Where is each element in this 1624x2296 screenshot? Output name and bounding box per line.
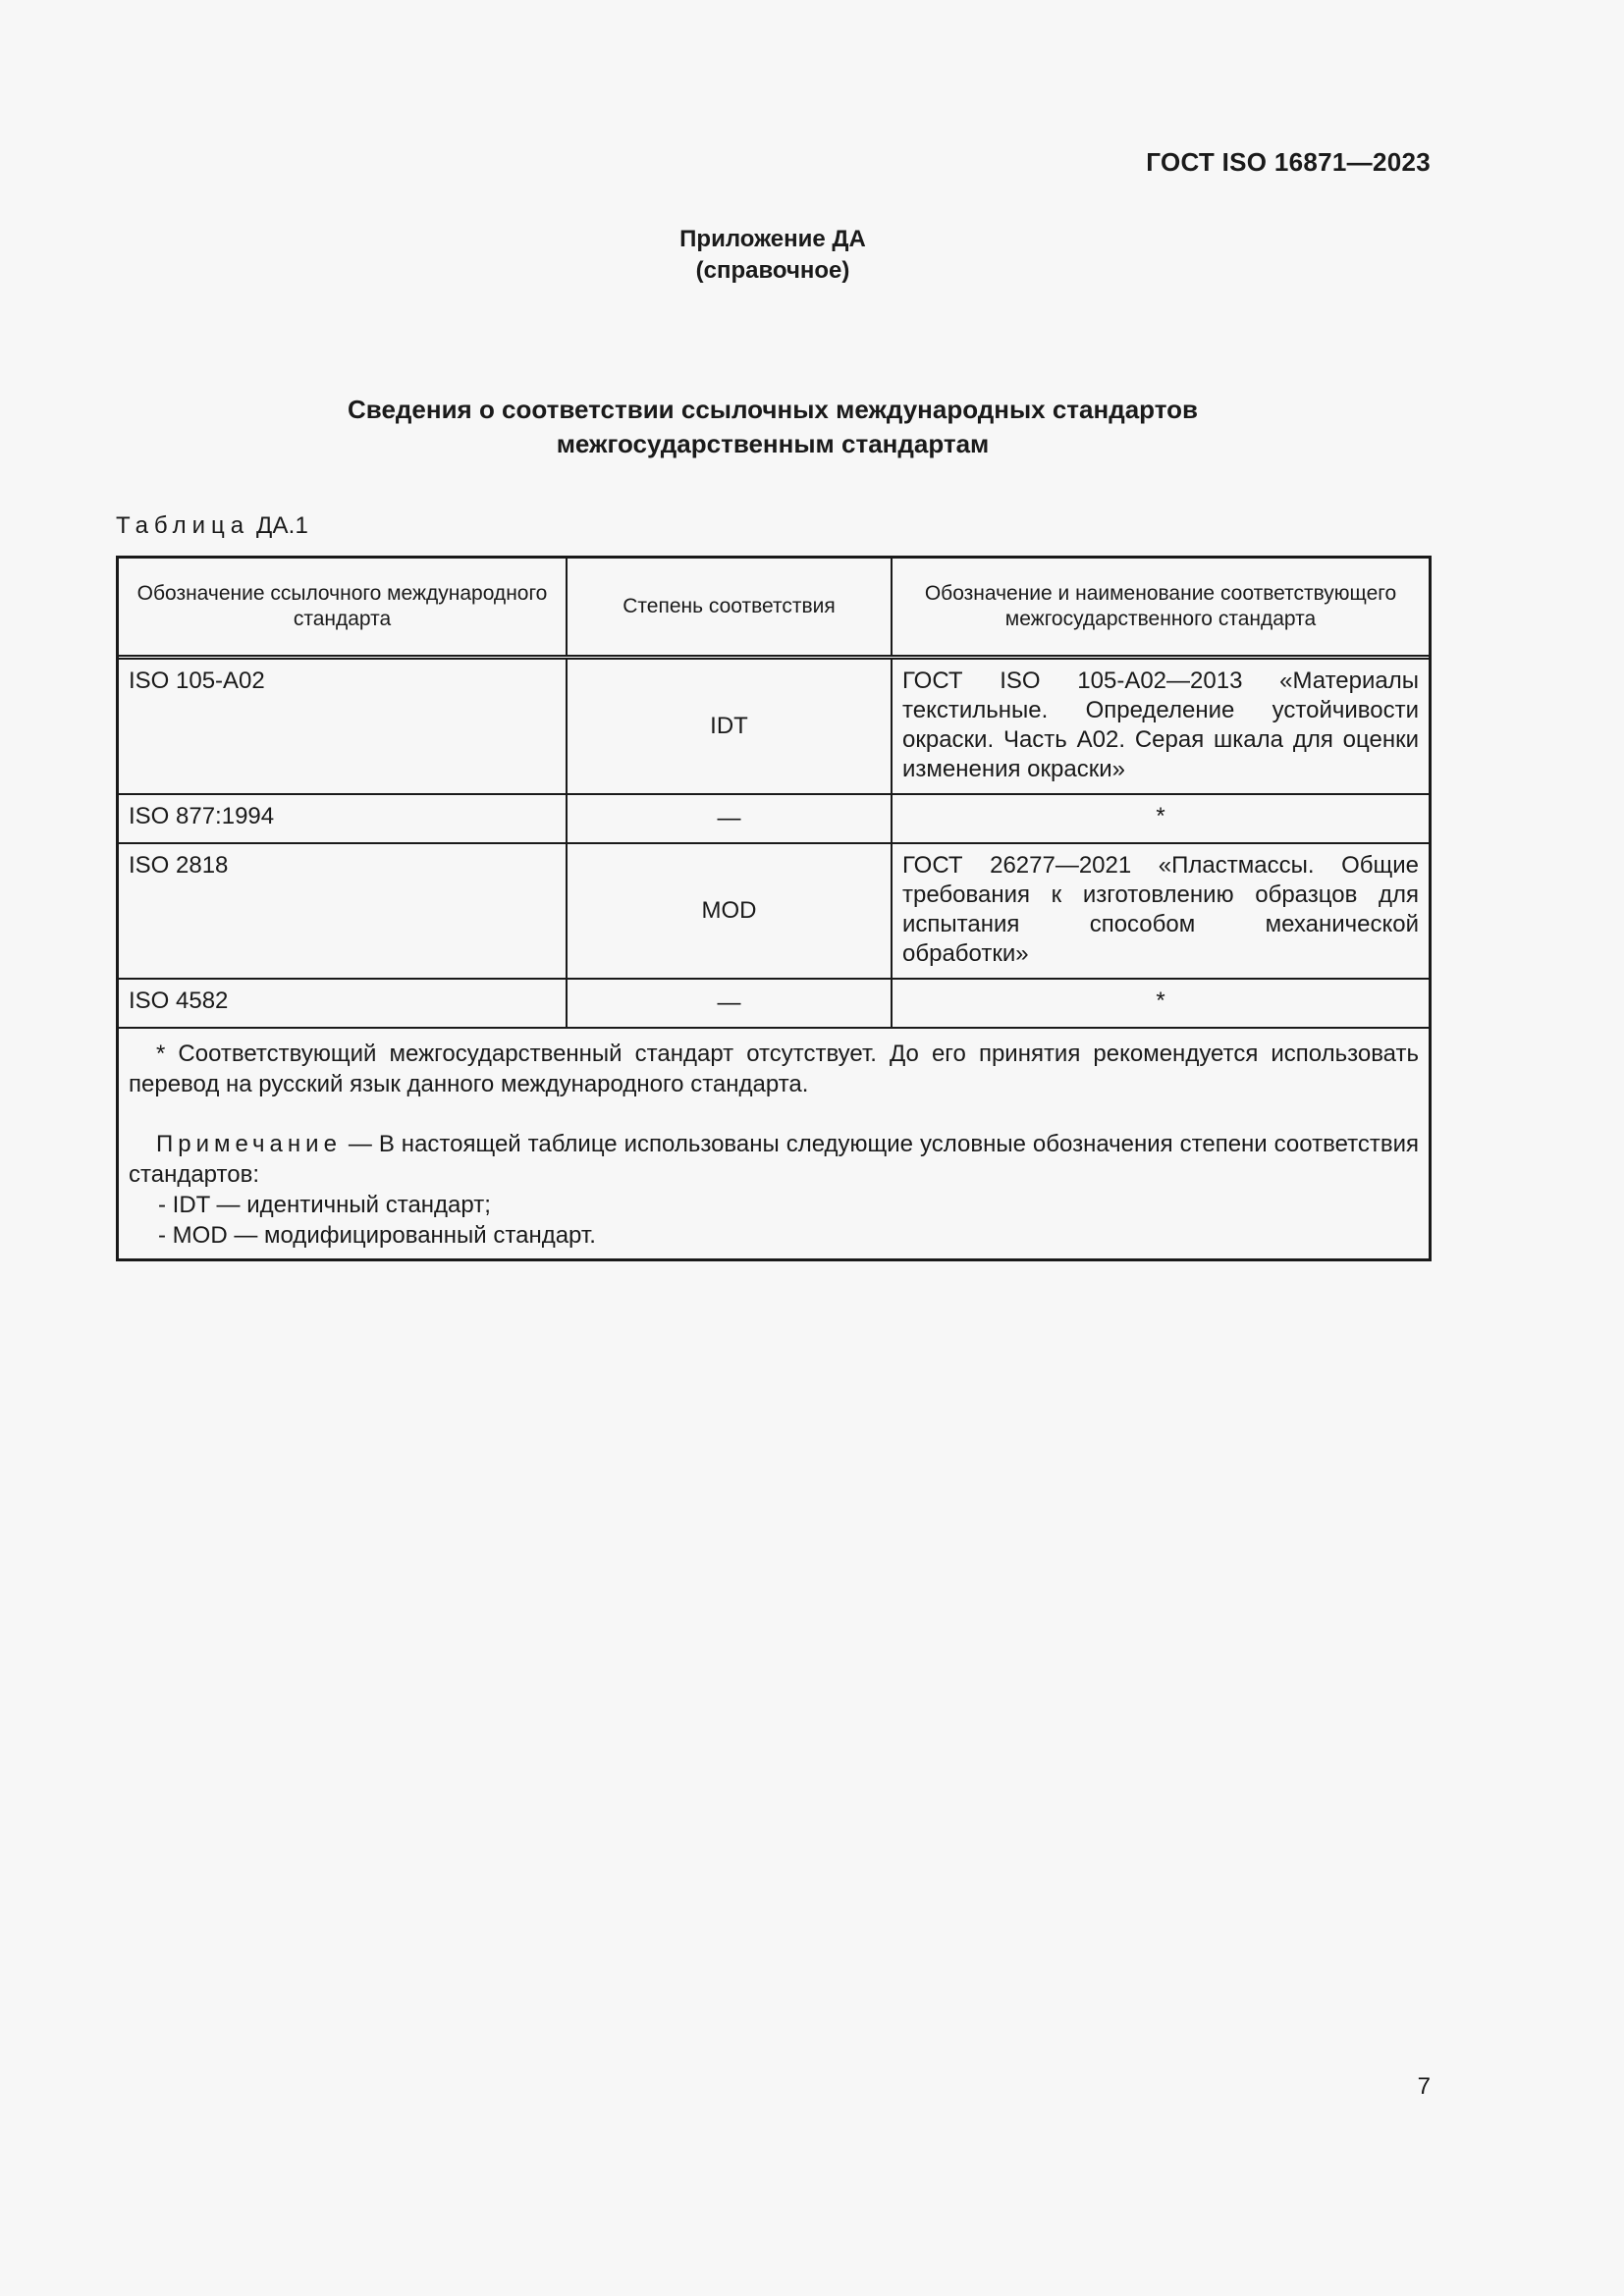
- table-label: [116, 512, 308, 540]
- table-row: [119, 842, 1429, 978]
- section-title-line2: межгосударственным стандартам: [556, 429, 990, 458]
- table-header-row: [119, 559, 1429, 655]
- degree-cell: —: [568, 980, 893, 1027]
- gost-cell: ГОСТ ISO 105-A02—2013 «Материалы текстильные. Определение устойчивости окраски. Часть А02. Серая шкала для оценки изменения окраски»: [902, 667, 1419, 782]
- correspondence-table: [116, 556, 1432, 1261]
- table-notes: [119, 1027, 1429, 1258]
- note-paragraph: [129, 1129, 1419, 1190]
- degree-cell: IDT: [568, 660, 893, 793]
- ref-cell: ISO 877:1994: [119, 795, 568, 842]
- note-word: Примечание: [156, 1131, 342, 1157]
- degree-cell: —: [568, 795, 893, 842]
- table-label-word: Таблица: [116, 512, 250, 539]
- degree-cell: MOD: [568, 844, 893, 978]
- note-text: — В настоящей таблице использованы следующие условные обозначения степени соответствия стандартов:: [129, 1131, 1419, 1188]
- footnote: * Соответствующий межгосударственный стандарт отсутствует. До его принятия рекомендуется использовать перевод на русский язык данного международного стандарта.: [129, 1041, 1419, 1097]
- section-title: [0, 393, 1545, 461]
- table-row: [119, 655, 1429, 793]
- table-row: [119, 978, 1429, 1027]
- page-number: 7: [1417, 2073, 1431, 2100]
- appendix-subtitle: (справочное): [695, 257, 850, 284]
- header-degree: Степень соответствия: [568, 559, 893, 655]
- document-code: ГОСТ ISO 16871—2023: [1146, 147, 1431, 177]
- header-ref-standard: Обозначение ссылочного международного стандарта: [119, 559, 568, 655]
- table-label-number: ДА.1: [255, 512, 309, 539]
- section-title-line1: Сведения о соответствии ссылочных международных стандартов: [348, 395, 1198, 424]
- ref-cell: ISO 2818: [119, 844, 568, 978]
- table-row: [119, 793, 1429, 842]
- ref-cell: ISO 105-A02: [119, 660, 568, 793]
- note-item: - IDT — идентичный стандарт;: [158, 1192, 491, 1218]
- gost-cell: ГОСТ 26277—2021 «Пластмассы. Общие требования к изготовлению образцов для испытания способом механической обработки»: [902, 852, 1419, 967]
- appendix-heading: [0, 224, 1545, 287]
- header-gost: Обозначение и наименование соответствующего межгосударственного стандарта: [924, 582, 1397, 630]
- gost-cell: *: [1156, 988, 1165, 1014]
- note-item: - MOD — модифицированный стандарт.: [158, 1222, 596, 1249]
- gost-cell: *: [1156, 803, 1165, 829]
- ref-cell: ISO 4582: [119, 980, 568, 1027]
- appendix-title: Приложение ДА: [679, 226, 866, 252]
